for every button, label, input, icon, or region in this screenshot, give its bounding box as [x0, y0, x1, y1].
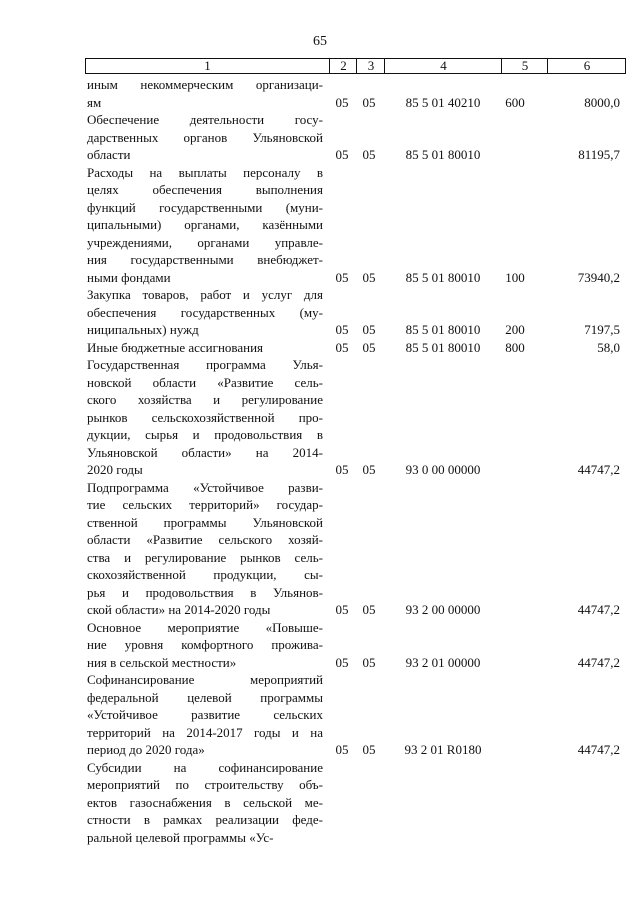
amount: 8000,0 [584, 94, 620, 110]
description-line: Ульяновской области» на 2014- [87, 444, 323, 460]
row-description [87, 76, 323, 111]
target-item-code: 93 2 01 00000 [405, 654, 481, 670]
description-line: области [87, 147, 131, 162]
description-line: ными фондами [87, 269, 171, 285]
table-row [0, 164, 640, 287]
description-line: ственной программы Ульяновской [87, 514, 323, 530]
row-description [87, 759, 323, 847]
row-description [87, 619, 323, 672]
header-col-1: 1 [204, 58, 211, 73]
expense-type-code: 100 [505, 269, 525, 285]
row-description [87, 339, 323, 357]
description-line: ектов газоснабжения в сельской ме- [87, 794, 323, 810]
section-code: 05 [335, 654, 349, 670]
section-code: 05 [335, 94, 349, 110]
description-line: рынков сельскохозяйственной про- [87, 409, 323, 425]
amount: 44747,2 [577, 742, 620, 757]
expense-type-code: 800 [505, 339, 525, 355]
expense-type-code: 200 [505, 322, 525, 337]
section-code: 05 [335, 602, 349, 617]
description-line: стности в рамках реализации феде- [87, 812, 323, 827]
table-row [0, 286, 640, 339]
row-description [87, 671, 323, 759]
subsection-code: 05 [362, 94, 376, 110]
description-line: ства и регулирование рынков сель- [87, 549, 323, 565]
subsection-code: 05 [362, 602, 376, 617]
section-code: 05 [335, 322, 349, 337]
table-row [0, 76, 640, 111]
description-line: Государственная программа Улья- [87, 357, 323, 372]
description-line: федеральной целевой программы [87, 689, 323, 705]
description-line: функций государственными (муни- [87, 199, 323, 215]
subsection-code: 05 [362, 147, 376, 162]
target-item-code: 85 5 01 80010 [405, 322, 481, 337]
section-code: 05 [335, 147, 349, 162]
table-row [0, 339, 640, 357]
description-line: ской области» на 2014-2020 годы [87, 602, 271, 617]
description-line: рья и продовольствия в Ульянов- [87, 584, 323, 600]
description-line: дукции, сырья и продовольствия в [87, 427, 323, 442]
target-item-code: 85 5 01 80010 [405, 339, 481, 355]
page-number: 65 [313, 34, 327, 49]
amount: 7197,5 [584, 322, 620, 337]
description-line: период до 2020 года» [87, 742, 205, 757]
amount: 44747,2 [577, 462, 620, 477]
section-code: 05 [335, 339, 349, 355]
description-line: дарственных органов Ульяновской [87, 129, 323, 145]
row-description [87, 356, 323, 479]
target-item-code: 85 5 01 40210 [405, 94, 481, 110]
description-line: новской области «Развитие сель- [87, 374, 323, 390]
table-row [0, 619, 640, 672]
description-line: ям [87, 94, 102, 110]
description-line: Софинансирование мероприятий [87, 672, 323, 687]
target-item-code: 93 2 01 R0180 [404, 742, 482, 757]
subsection-code: 05 [362, 269, 376, 285]
header-col-5: 5 [501, 59, 548, 73]
description-line: Иные бюджетные ассигнования [87, 339, 264, 355]
description-line: скохозяйственной продукции, сы- [87, 567, 323, 582]
table-header [85, 58, 626, 74]
amount: 44747,2 [577, 654, 620, 670]
table-row [0, 479, 640, 619]
row-description [87, 164, 323, 287]
subsection-code: 05 [362, 462, 376, 477]
description-line: Расходы на выплаты персоналу в [87, 164, 323, 180]
description-line: учреждениями, органами управле- [87, 234, 323, 250]
description-line: Подпрограмма «Устойчивое разви- [87, 479, 323, 495]
header-col-3: 3 [356, 59, 385, 73]
amount: 73940,2 [577, 269, 620, 285]
description-line: обеспечения государственных (му- [87, 304, 323, 320]
section-code: 05 [335, 742, 349, 757]
subsection-code: 05 [362, 654, 376, 670]
table-row [0, 356, 640, 479]
header-col-4: 4 [384, 59, 502, 73]
description-line: иным некоммерческим организаци- [87, 77, 323, 92]
table-row [0, 759, 640, 847]
row-description [87, 286, 323, 339]
target-item-code: 85 5 01 80010 [405, 269, 481, 285]
description-line: области «Развитие сельского хозяй- [87, 532, 323, 547]
expense-type-code: 600 [505, 94, 525, 110]
target-item-code: 85 5 01 80010 [405, 147, 481, 162]
row-description [87, 111, 323, 164]
description-line: ние уровня комфортного прожива- [87, 637, 323, 652]
description-line: «Устойчивое развитие сельских [87, 707, 323, 722]
description-line: ципальными) органами, казёнными [87, 217, 323, 232]
amount: 81195,7 [578, 147, 620, 162]
description-line: ния государственными внебюджет- [87, 252, 323, 267]
description-line: Обеспечение деятельности госу- [87, 112, 323, 127]
row-description [87, 479, 323, 619]
description-line: целях обеспечения выполнения [87, 182, 323, 197]
amount: 44747,2 [577, 602, 620, 617]
description-line: мероприятий по строительству объ- [87, 777, 323, 792]
subsection-code: 05 [362, 339, 376, 355]
amount: 58,0 [597, 339, 620, 355]
description-line: ральной целевой программы «Ус- [87, 829, 274, 845]
header-col-6: 6 [547, 59, 626, 73]
description-line: Закупка товаров, работ и услуг для [87, 287, 323, 302]
target-item-code: 93 2 00 00000 [405, 602, 481, 617]
table-body [0, 76, 640, 846]
description-line: 2020 годы [87, 462, 143, 477]
description-line: ского хозяйства и регулирование [87, 392, 323, 407]
subsection-code: 05 [362, 322, 376, 337]
description-line: ния в сельской местности» [87, 654, 237, 670]
target-item-code: 93 0 00 00000 [405, 462, 481, 477]
description-line: Основное мероприятие «Повыше- [87, 619, 323, 635]
section-code: 05 [335, 462, 349, 477]
description-line: Субсидии на софинансирование [87, 759, 323, 775]
table-row [0, 111, 640, 164]
description-line: тие сельских территорий» государ- [87, 497, 323, 512]
table-row [0, 671, 640, 759]
section-code: 05 [335, 269, 349, 285]
description-line: территорий на 2014-2017 годы и на [87, 724, 323, 740]
header-col-2: 2 [329, 59, 357, 73]
subsection-code: 05 [362, 742, 376, 757]
description-line: ниципальных) нужд [87, 322, 199, 337]
